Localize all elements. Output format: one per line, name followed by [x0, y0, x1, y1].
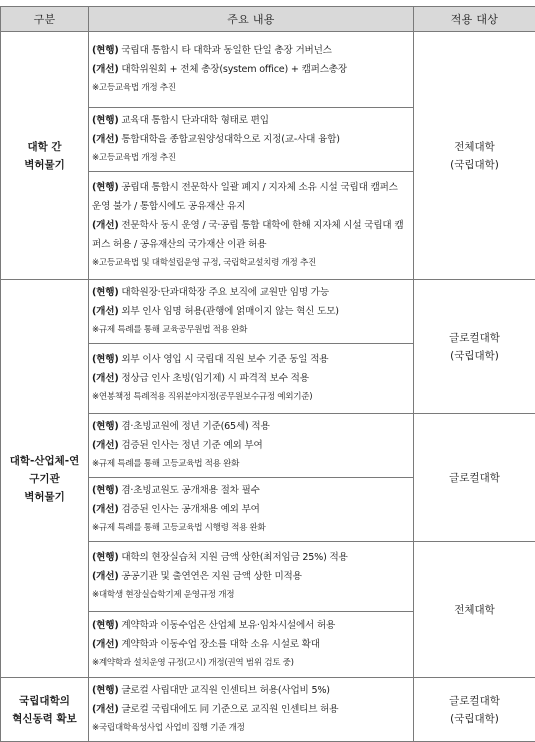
target-label: 글로컬대학: [414, 692, 535, 710]
current-tag: (현행): [92, 421, 119, 432]
target-cell: [414, 32, 535, 280]
current-line: [92, 417, 409, 436]
improved-text: 전문학사 동시 운영 / 국·공립 통합 대학에 한해 지자체 시설 국립대 캠퍼스 허용 / 공유재산의 국가재산 이관 허용: [92, 220, 403, 250]
current-text: 겸·초빙교원에 정년 기준(65세) 적용: [119, 421, 270, 432]
improved-tag: (개선): [92, 220, 119, 231]
category-label: 벽허물기: [3, 488, 86, 506]
note-text: ※고등교육법 개정 추진: [92, 149, 409, 167]
category-label: 대학 간: [3, 138, 86, 156]
header-category: 구분: [1, 7, 89, 32]
target-cell: [414, 678, 535, 742]
improved-text: 검증된 인사는 정년 기준 예외 부여: [119, 440, 263, 451]
category-cell-industry: [1, 280, 89, 678]
current-tag: (현행): [92, 685, 119, 696]
improved-tag: (개선): [92, 134, 119, 145]
improved-tag: (개선): [92, 639, 119, 650]
target-label: 글로컬대학: [414, 469, 535, 487]
content-cell: [89, 344, 414, 414]
target-cell: [414, 280, 535, 414]
current-tag: (현행): [92, 620, 119, 631]
improved-text: 검증된 인사는 공개채용 예외 부여: [119, 504, 260, 515]
current-tag: (현행): [92, 552, 119, 563]
improved-line: [92, 436, 409, 455]
category-cell-inter-university: [1, 32, 89, 280]
content-cell: [89, 414, 414, 478]
target-cell: [414, 542, 535, 678]
note-text: ※국립대학육성사업 사업비 집행 기준 개정: [92, 719, 409, 737]
category-label: 대학-산업체-연: [3, 452, 86, 470]
improved-text: 외부 인사 임명 허용(관행에 얽매이지 않는 혁신 도모): [119, 306, 339, 317]
improved-line: [92, 60, 409, 79]
note-text: ※고등교육법 개정 추진: [92, 79, 409, 97]
improved-tag: (개선): [92, 306, 119, 317]
current-line: [92, 681, 409, 700]
header-row: [1, 7, 535, 32]
header-target: 적용 대상: [414, 7, 535, 32]
table-row: [1, 280, 535, 344]
current-tag: (현행): [92, 287, 119, 298]
improved-line: [92, 567, 409, 586]
current-text: 대학원장·단과대학장 주요 보직에 교원만 임명 가능: [119, 287, 329, 298]
improved-tag: (개선): [92, 571, 119, 582]
improved-line: [92, 369, 409, 388]
target-label: (국립대학): [414, 347, 535, 365]
current-text: 공립대 통합시 전문학사 일괄 폐지 / 지자체 소유 시설 국립대 캠퍼스 운영 불가 / 통합시에도 공유재산 유지: [92, 182, 398, 212]
note-text: ※계약학과 설치운영 규정(고시) 개정(권역 범위 검토 중): [92, 654, 409, 672]
target-label: (국립대학): [414, 710, 535, 728]
current-tag: (현행): [92, 485, 119, 496]
current-text: 겸·초빙교원도 공개채용 절차 필수: [119, 485, 260, 496]
content-cell: [89, 678, 414, 742]
improved-line: [92, 500, 409, 519]
content-cell: [89, 32, 414, 108]
table-row: [1, 32, 535, 108]
target-label: 전체대학: [414, 138, 535, 156]
current-line: [92, 481, 409, 500]
current-text: 교육대 통합시 단과대학 형태로 편입: [119, 115, 269, 126]
improved-tag: (개선): [92, 373, 119, 384]
content-cell: [89, 612, 414, 678]
target-label: 글로컬대학: [414, 329, 535, 347]
improved-line: [92, 700, 409, 719]
current-tag: (현행): [92, 182, 119, 193]
header-content: 주요 내용: [89, 7, 414, 32]
target-label: (국립대학): [414, 156, 535, 174]
note-text: ※대학생 현장실습학기제 운영규정 개정: [92, 586, 409, 604]
current-text: 외부 이사 영입 시 국립대 직원 보수 기준 동일 적용: [119, 354, 329, 365]
improved-text: 글로컬 국립대에도 同 기준으로 교직원 인센티브 허용: [119, 704, 339, 715]
improved-text: 계약학과 이동수업 장소를 대학 소유 시설로 확대: [119, 639, 320, 650]
target-label: 전체대학: [414, 601, 535, 619]
category-label: 혁신동력 확보: [3, 710, 86, 728]
current-line: [92, 41, 409, 60]
policy-table: [0, 6, 535, 742]
current-line: [92, 350, 409, 369]
note-text: ※고등교육법 및 대학설립운영 규정, 국립학교설치령 개정 추진: [92, 254, 409, 272]
note-text: ※규제 특례를 통해 고등교육법 적용 완화: [92, 455, 409, 473]
improved-line: [92, 635, 409, 654]
current-line: [92, 616, 409, 635]
improved-text: 대학위원회 + 전체 총장(system office) + 캠퍼스총장: [119, 64, 347, 75]
current-text: 국립대 통합시 타 대학과 동일한 단일 총장 거버넌스: [119, 45, 332, 56]
current-tag: (현행): [92, 115, 119, 126]
current-text: 대학의 현장실습처 지원 금액 상한(최저임금 25%) 적용: [119, 552, 348, 563]
category-label: 국립대학의: [3, 692, 86, 710]
improved-tag: (개선): [92, 440, 119, 451]
content-cell: [89, 172, 414, 280]
improved-tag: (개선): [92, 504, 119, 515]
current-line: [92, 111, 409, 130]
target-cell: [414, 414, 535, 542]
current-line: [92, 548, 409, 567]
improved-line: [92, 130, 409, 149]
category-label: 벽허물기: [3, 156, 86, 174]
current-line: [92, 283, 409, 302]
note-text: ※규제 특례를 통해 고등교육법 시행령 적용 완화: [92, 519, 409, 537]
content-cell: [89, 542, 414, 612]
improved-tag: (개선): [92, 704, 119, 715]
category-cell-innovation: [1, 678, 89, 742]
current-tag: (현행): [92, 354, 119, 365]
improved-tag: (개선): [92, 64, 119, 75]
content-cell: [89, 108, 414, 172]
note-text: ※규제 특례를 통해 교육공무원법 적용 완화: [92, 321, 409, 339]
current-text: 계약학과 이동수업은 산업체 보유·임차시설에서 허용: [119, 620, 336, 631]
improved-line: [92, 302, 409, 321]
category-label: 구기관: [3, 470, 86, 488]
content-cell: [89, 280, 414, 344]
current-line: [92, 178, 409, 216]
improved-text: 정상급 인사 초빙(임기제) 시 파격적 보수 적용: [119, 373, 309, 384]
table-row: [1, 678, 535, 742]
current-tag: (현행): [92, 45, 119, 56]
note-text: ※연봉책정 특례적용 직위분야지정(공무원보수규정 예외기준): [92, 388, 409, 406]
content-cell: [89, 478, 414, 542]
improved-line: [92, 216, 409, 254]
improved-text: 공공기관 및 출연연은 지원 금액 상한 미적용: [119, 571, 302, 582]
improved-text: 통합대학을 종합교원양성대학으로 지정(교-사대 융합): [119, 134, 340, 145]
current-text: 글로컬 사립대만 교직원 인센티브 허용(사업비 5%): [119, 685, 330, 696]
